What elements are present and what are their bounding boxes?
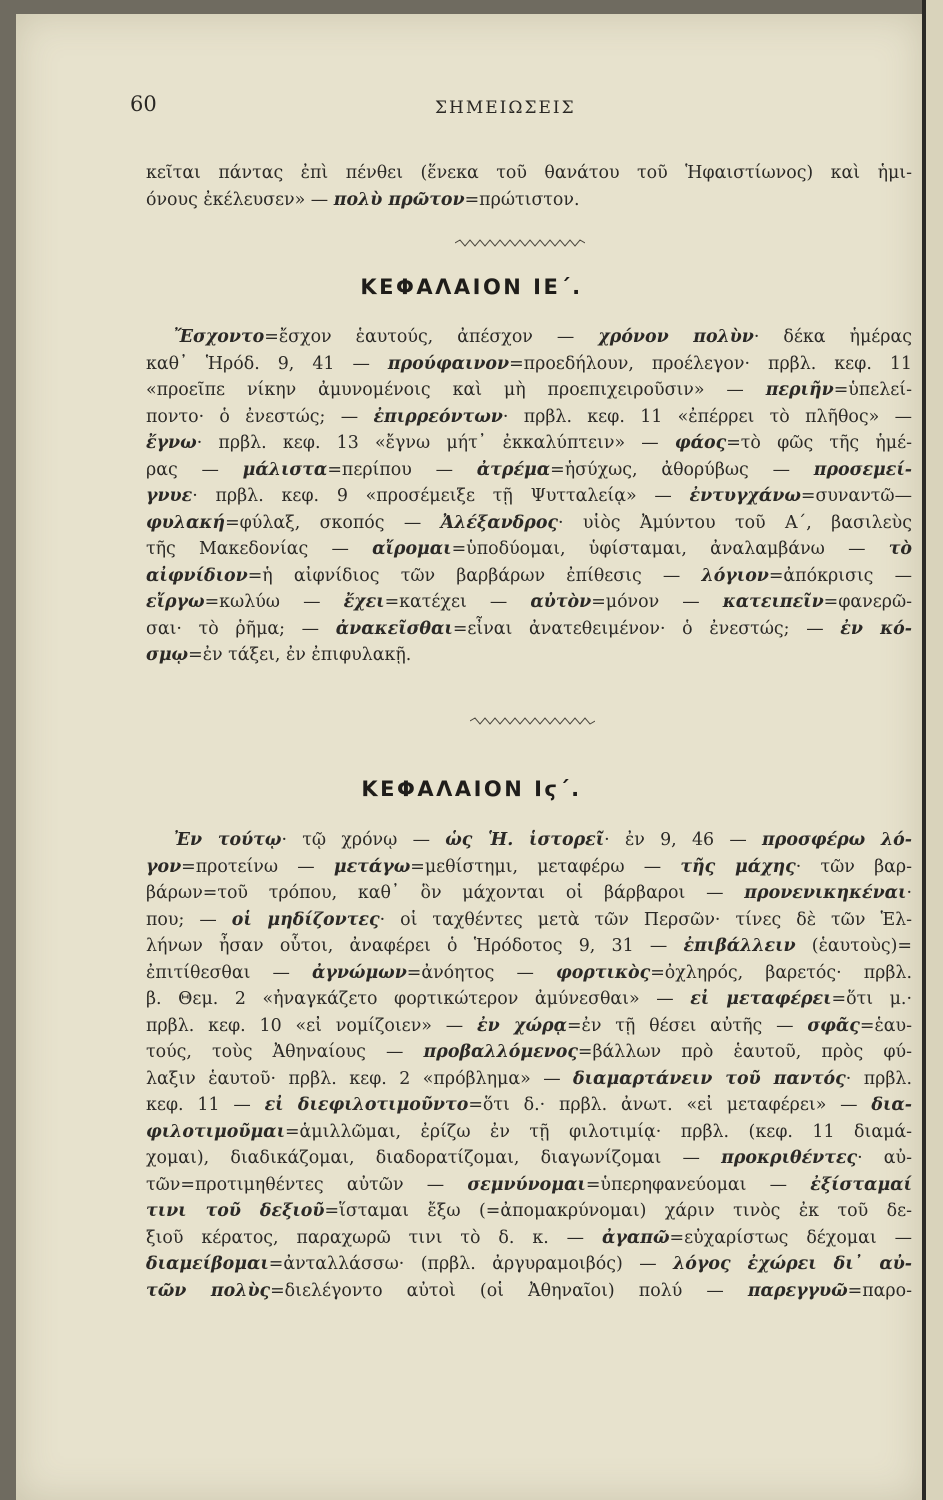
gloss-text: τῆς Μακεδονίας — [146, 539, 373, 559]
gloss-text: · δέκα ἡμέρας [753, 327, 912, 347]
lemma-term: προύφαινον [387, 353, 510, 374]
gloss-text: =περίπου — [327, 459, 477, 480]
text-line [146, 880, 912, 907]
lemma-term: κατειπεῖν [722, 592, 824, 612]
gloss-text: σαι· τὸ ῥῆμα; — [146, 618, 336, 639]
gloss-text: =μόνον — [591, 592, 723, 612]
text-line [146, 1198, 912, 1225]
text-line [146, 933, 912, 960]
text-line [146, 1013, 912, 1040]
gloss-text: (ἑαυτοὺς)= [795, 936, 912, 956]
facing-page-edge [922, 0, 943, 1500]
gloss-text: τούς, τοὺς Ἀθηναίους — [146, 1042, 424, 1062]
lemma-term: φορτικὸς [555, 962, 651, 983]
lemma-term: τινι τοῦ δεξιοῦ [146, 1201, 325, 1221]
running-head: ΣΗΜΕΙΩΣΕΙΣ [435, 98, 576, 118]
lemma-term: ἔγνω [146, 433, 197, 453]
gloss-text: ποντο· ὁ ἐνεστώς; — [146, 406, 374, 427]
text-line [146, 907, 912, 934]
lemma-term: φυλακή [146, 512, 226, 533]
text-line [146, 616, 912, 643]
gloss-text: =ὑποδύομαι, ὑφίσταμαι, ἀναλαμβάνω — [451, 539, 889, 559]
lemma-term: ἀγαπῶ [601, 1227, 670, 1248]
gloss-text: =ὅτι δ.· πρβλ. ἀνωτ. «εἰ μεταφέρει» — [468, 1095, 872, 1115]
gloss-text: καθ᾿ Ἡρόδ. 9, 41 — [146, 353, 388, 374]
text-line [146, 457, 912, 484]
gloss-text: · πρβλ. κεφ. 9 «προσέμειξε τῇ Ψυτταλείᾳ» — [192, 486, 690, 506]
text-line [146, 1145, 912, 1172]
text-line [146, 160, 912, 187]
gloss-text: =φύλαξ, σκοπός — [225, 512, 441, 533]
lemma-term: εἴργω [146, 592, 205, 612]
lemma-term: ἐν κό- [840, 618, 913, 639]
gloss-text: · πρβλ. [845, 1068, 912, 1089]
lemma-term: ἐπιρρεόντων [373, 406, 503, 427]
gloss-text: λήνων ἦσαν οὗτοι, ἀναφέρει ὁ Ἡρόδοτος 9, 31 — [146, 936, 684, 956]
text-line [146, 536, 912, 563]
lemma-term: προσεμεί- [813, 459, 912, 480]
lemma-term: σμῳ [146, 645, 189, 665]
lemma-term: μάλιστα [242, 459, 328, 480]
gloss-text: · ἐν 9, 46 — [604, 830, 763, 850]
gloss-text: =βάλλων πρὸ ἑαυτοῦ, πρὸς φύ- [577, 1042, 912, 1062]
chapter-heading-16: ΚΕΦΑΛΑΙΟΝ Ιϛ΄. [361, 777, 582, 801]
gloss-text: =ἡσύχως, ἀθορύβως — [550, 459, 814, 480]
page-header [130, 92, 830, 132]
lemma-term: λόγιον [701, 565, 769, 586]
gloss-text: =διελέγοντο αὐτοὶ (οἱ Ἀθηναῖοι) πολύ — [270, 1280, 748, 1301]
lemma-term: λόγος ἐχώρει δι᾿ αὐ- [673, 1254, 913, 1274]
gloss-text: που; — [146, 909, 232, 930]
gloss-text: =ἵσταμαι ἔξω (=ἀπομακρύνομαι) χάριν τινὸς ἐκ τοῦ δε- [324, 1201, 912, 1221]
chapter-16-notes [146, 827, 912, 1304]
lemma-term: προκριθέντες [721, 1148, 858, 1168]
lemma-term: προσφέρω λό- [762, 830, 912, 850]
gloss-text: =ἀπόκρισις — [768, 565, 912, 586]
gloss-text: =προτείνω — [181, 856, 334, 877]
gloss-text: «προεῖπε νίκην ἀμυνομένοις καὶ μὴ προεπιχειροῦσιν» — [146, 380, 766, 400]
lemma-term: ἐντυγχάνω [689, 486, 801, 506]
text-line [146, 1225, 912, 1252]
lemma-term: χρόνον πολὺν [598, 327, 754, 347]
lemma-term: οἱ μηδίζοντες [231, 909, 380, 930]
gloss-text: =ὑπερηφανεύομαι — [585, 1174, 811, 1195]
page-number: 60 [130, 92, 157, 116]
lemma-term: σφᾶς [807, 1015, 860, 1036]
lemma-term: εἰ μεταφέρει [690, 989, 832, 1009]
lemma-term: ἔχει [343, 592, 385, 612]
gloss-text: =κωλύω — [204, 592, 344, 612]
text-line [146, 589, 912, 616]
gloss-text: =ὑπελεί- [833, 380, 912, 400]
text-line [146, 827, 912, 854]
gloss-text: χομαι), διαδικάζομαι, διαδορατίζομαι, διαγωνίζομαι — [146, 1148, 722, 1168]
gloss-text: =ἐν τῇ θέσει αὐτῆς — [566, 1015, 808, 1036]
lemma-term: σεμνύνομαι [467, 1174, 586, 1195]
lemma-term: ἀγνώμων [311, 962, 407, 983]
lemma-term: διαμείβομαι [146, 1254, 269, 1274]
gloss-text: =ὀχληρός, βαρετός· πρβλ. [650, 962, 912, 983]
lemma-term: δια- [871, 1095, 912, 1115]
lemma-term: πολὺ πρῶτον [333, 189, 465, 210]
gloss-text: · τῶν βαρ- [795, 856, 912, 877]
text-line [146, 510, 912, 537]
ornament-divider [455, 238, 585, 248]
gloss-text: =ὅτι μ.· [831, 989, 912, 1009]
text-line [146, 1278, 912, 1305]
gloss-text: · αὐ- [857, 1148, 913, 1168]
text-line [146, 187, 912, 214]
gloss-text: πρβλ. κεφ. 10 «εἰ νομίζοιεν» — [146, 1015, 477, 1036]
lemma-term: ἀτρέμα [476, 459, 551, 480]
gloss-text: · πρβλ. κεφ. 11 «ἐπέρρει τὸ πλῆθος» — [502, 406, 912, 427]
gloss-text: ξιοῦ κέρατος, παραχωρῶ τινι τὸ δ. κ. — [146, 1227, 602, 1248]
gloss-text: · οἱ ταχθέντες μετὰ τῶν Περσῶν· τίνες δὲ τῶν Ἑλ- [379, 909, 912, 930]
text-line [146, 563, 912, 590]
lemma-term: περιῆν [765, 380, 834, 400]
text-line [146, 430, 912, 457]
lemma-term: αὐτὸν [530, 592, 592, 612]
lemma-term: τῶν πολὺς [146, 1280, 271, 1301]
ornament-divider [470, 716, 595, 726]
lemma-term: φάος [674, 433, 727, 453]
gloss-text: =εἶναι ἀνατεθειμένον· ὁ ἐνεστώς; — [452, 618, 841, 639]
gloss-text: · [906, 883, 912, 903]
lemma-term: γον [146, 856, 182, 877]
lemma-term: Ἐν τούτῳ [174, 830, 282, 850]
gloss-text: =ἐν τάξει, ἐν ἐπιφυλακῇ. [188, 645, 412, 665]
gloss-text: · τῷ χρόνῳ — [281, 830, 446, 850]
gloss-text: · πρβλ. κεφ. 13 «ἔγνω μήτ᾿ ἐκκαλύπτειν» — [196, 433, 675, 453]
gloss-text: κεῖται πάντας ἐπὶ πένθει (ἕνεκα τοῦ θανάτου τοῦ Ἡφαιστίωνος) καὶ ἡμι- [146, 163, 912, 183]
gloss-text: =ἡ αἰφνίδιος τῶν βαρβάρων ἐπίθεσις — [247, 565, 702, 586]
text-line [146, 1066, 912, 1093]
text-line [146, 1039, 912, 1066]
text-line [146, 1172, 912, 1199]
text-line [146, 324, 912, 351]
text-line [146, 377, 912, 404]
gloss-text: =πρώτιστον. [464, 189, 580, 210]
gloss-text: κεφ. 11 — [146, 1095, 265, 1115]
text-line [146, 642, 912, 669]
gloss-text: =ἀνταλλάσσω· (πρβλ. ἀργυραμοιβός) — [268, 1254, 674, 1274]
chapter-15-notes [146, 324, 912, 669]
text-line [146, 854, 912, 881]
gloss-text: τῶν=προτιμηθέντες αὐτῶν — [146, 1174, 468, 1195]
lemma-term: ἐν χώρᾳ [477, 1015, 567, 1036]
lemma-term: ἀνακεῖσθαι [335, 618, 453, 639]
lemma-term: Ἀλέξανδρος [440, 512, 559, 533]
lemma-term: γνυε [146, 486, 193, 506]
lemma-term: ἐξίσταμαί [810, 1174, 912, 1195]
lemma-term: αἴρομαι [372, 539, 452, 559]
continuation-paragraph [146, 160, 912, 213]
gloss-text: β. Θεμ. 2 «ἠναγκάζετο φορτικώτερον ἀμύνεσθαι» — [146, 989, 691, 1009]
gloss-text: λαξιν ἑαυτοῦ· πρβλ. κεφ. 2 «πρόβλημα» — [146, 1068, 574, 1089]
gloss-text: =ἀνόητος — [406, 962, 556, 983]
text-line [146, 1251, 912, 1278]
text-line [146, 351, 912, 378]
gloss-text: =ἔσχον ἑαυτούς, ἀπέσχον — [264, 327, 599, 347]
lemma-term: αἰφνίδιον [146, 565, 248, 586]
gloss-text: =εὐχαρίστως δέχομαι — [669, 1227, 912, 1248]
gloss-text: ἐπιτίθεσθαι — [146, 962, 312, 983]
text-line [146, 404, 912, 431]
gloss-text: βάρων=τοῦ τρόπου, καθ᾿ ὃν μάχονται οἱ βάρβαροι — [146, 883, 745, 903]
text-line [146, 483, 912, 510]
lemma-term: μετάγω [333, 856, 411, 877]
lemma-term: ὡς Ἡ. ἱστορεῖ [445, 830, 605, 850]
text-line [146, 986, 912, 1013]
gloss-text: =προεδήλουν, προέλεγον· πρβλ. κεφ. 11 [509, 353, 912, 374]
lemma-term: προβαλλόμενος [423, 1042, 578, 1062]
lemma-term: τὸ [888, 539, 913, 559]
gloss-text: =μεθίστημι, μεταφέρω — [410, 856, 681, 877]
text-line [146, 1092, 912, 1119]
lemma-term: φιλοτιμοῦμαι [146, 1121, 285, 1142]
gloss-text: =παρο- [847, 1280, 912, 1301]
lemma-term: διαμαρτάνειν τοῦ παντός [573, 1068, 846, 1089]
gloss-text: =συναντῶ— [800, 486, 912, 506]
gloss-text: =ἑαυ- [859, 1015, 912, 1036]
gloss-text: ρας — [146, 459, 243, 480]
gloss-text: · υἱὸς Ἀμύντου τοῦ Α΄, βασιλεὺς [558, 512, 912, 533]
text-line [146, 1119, 912, 1146]
gloss-text: =ἁμιλλῶμαι, ἐρίζω ἐν τῇ φιλοτιμίᾳ· πρβλ. (κεφ. 11 διαμά- [284, 1121, 912, 1142]
gloss-text: =κατέχει — [384, 592, 531, 612]
lemma-term: προνενικηκέναι [744, 883, 907, 903]
gloss-text: όνους ἐκέλευσεν» — [146, 189, 334, 210]
lemma-term: παρεγγυῶ [747, 1280, 848, 1301]
lemma-term: ἐπιβάλλειν [683, 936, 796, 956]
gloss-text: =τὸ φῶς τῆς ἡμέ- [726, 433, 912, 453]
lemma-term: εἰ διεφιλοτιμοῦντο [264, 1095, 469, 1115]
chapter-heading-15: ΚΕΦΑΛΑΙΟΝ ΙΕ΄. [360, 275, 583, 299]
text-line [146, 960, 912, 987]
lemma-term: Ἔσχοντο [174, 327, 265, 347]
gloss-text: =φανερῶ- [823, 592, 913, 612]
lemma-term: τῆς μάχης [680, 856, 796, 877]
